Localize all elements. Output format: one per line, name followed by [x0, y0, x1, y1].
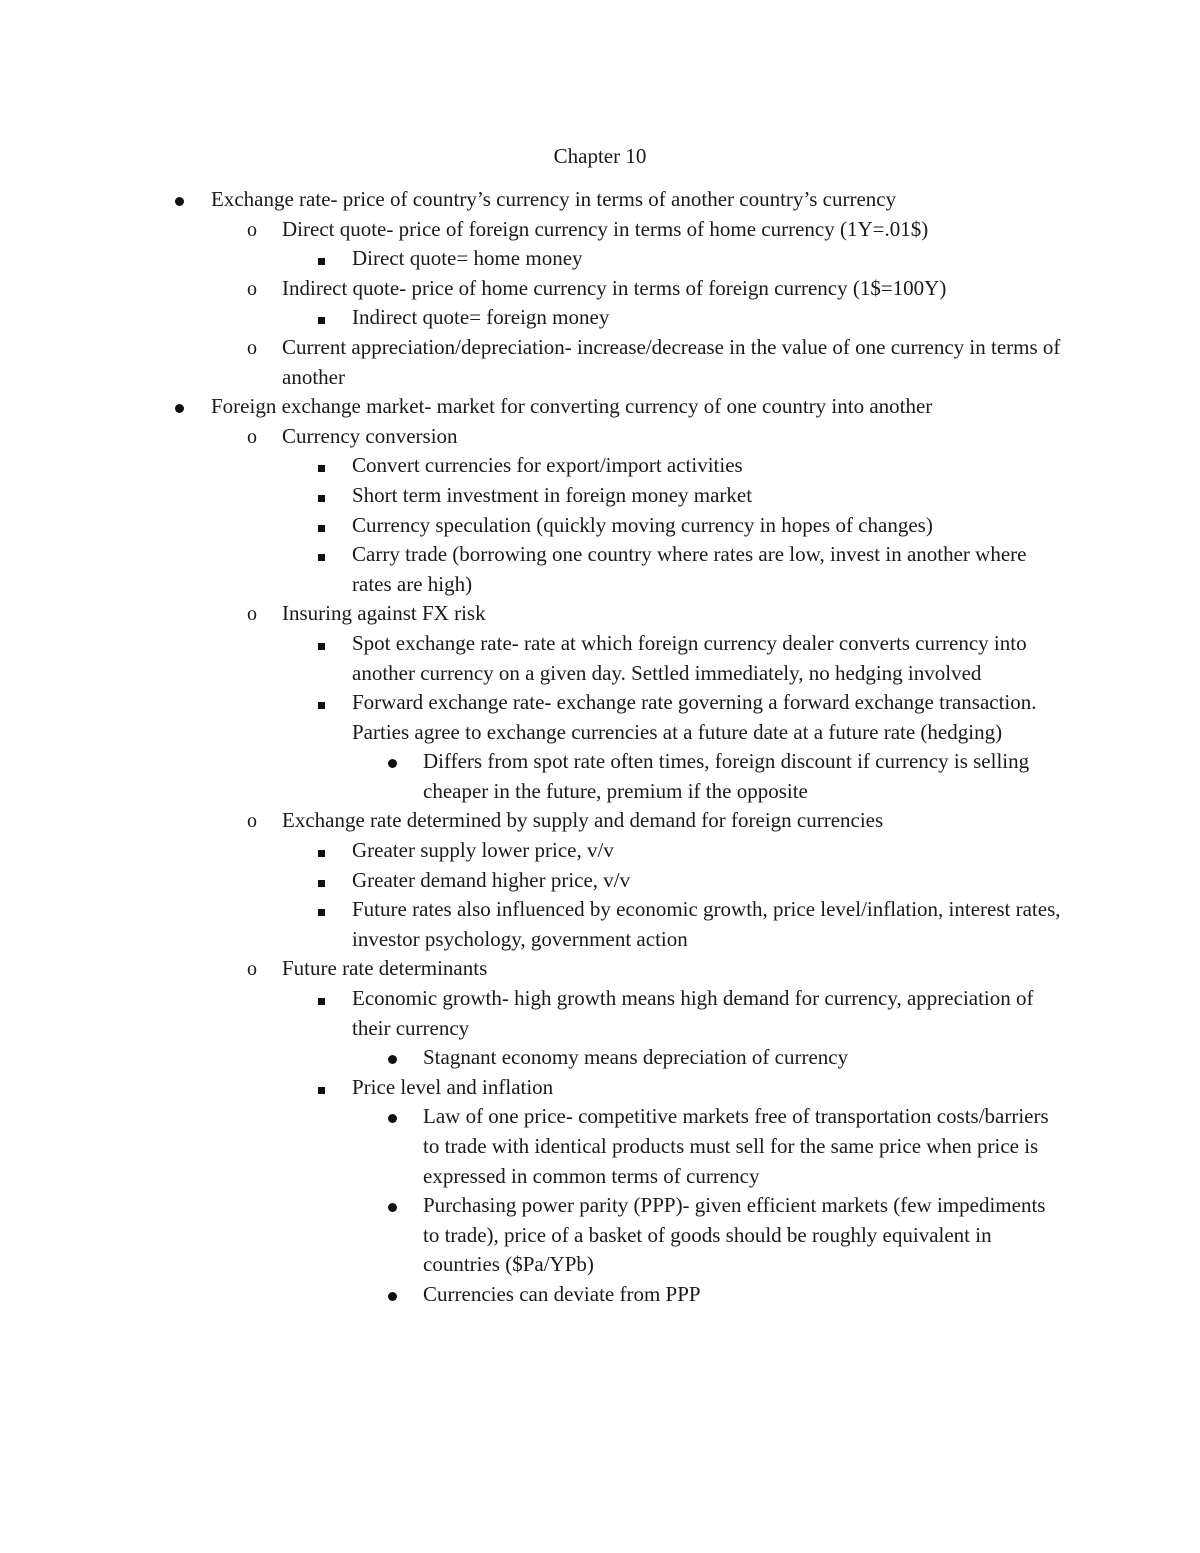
bullet-square-icon: [318, 303, 325, 333]
list-item-text: Forward exchange rate- exchange rate governing a forward exchange transaction. Parties agree to exchange currencies at a future date at a future rate (hedging): [352, 690, 1037, 744]
bullet-dot-icon: [388, 1102, 397, 1132]
list-item: [0, 866, 1200, 896]
list-item: [0, 540, 1200, 599]
list-item-text: Exchange rate determined by supply and demand for foreign currencies: [282, 808, 884, 833]
list-item-text: Indirect quote= foreign money: [352, 305, 610, 330]
bullet-dot-icon: [175, 185, 184, 215]
list-item: [0, 451, 1200, 481]
list-item: [0, 895, 1200, 954]
list-item: [0, 274, 1200, 304]
list-item: [0, 806, 1200, 836]
notes-outline: [0, 185, 1200, 1310]
list-item-text: Greater supply lower price, v/v: [352, 838, 614, 863]
bullet-dot-icon: [388, 1191, 397, 1221]
bullet-dot-icon: [388, 1280, 397, 1310]
list-item-text: Currency conversion: [282, 423, 458, 448]
list-item: [0, 1043, 1200, 1073]
list-item: [0, 688, 1200, 747]
list-item: [0, 511, 1200, 541]
bullet-square-icon: [318, 629, 325, 659]
list-item-text: Convert currencies for export/import activities: [352, 453, 743, 478]
list-item-text: Differs from spot rate often times, foreign discount if currency is selling cheaper in the future, premium if the opposite: [423, 749, 1030, 803]
bullet-square-icon: [318, 1073, 325, 1103]
list-item-text: Short term investment in foreign money market: [352, 482, 753, 507]
list-item: [0, 481, 1200, 511]
list-item: [0, 185, 1200, 215]
list-item-text: Currencies can deviate from PPP: [423, 1281, 701, 1306]
list-item-text: Stagnant economy means depreciation of currency: [423, 1045, 849, 1070]
list-item-text: Spot exchange rate- rate at which foreign currency dealer converts currency into another currency on a given day. Settled immediately, no hedging involved: [352, 630, 1027, 685]
list-item: [0, 1102, 1200, 1191]
bullet-square-icon: [318, 984, 325, 1014]
list-item-text: Purchasing power parity (PPP)- given efficient markets (few impediments to trade), price of a basket of goods should be roughly equivalent in countries ($Pa/YPb): [423, 1193, 1046, 1277]
bullet-square-icon: [318, 866, 325, 896]
list-item: [0, 303, 1200, 333]
list-item: [0, 954, 1200, 984]
bullet-square-icon: [318, 451, 325, 481]
bullet-ring-icon: o: [247, 218, 257, 241]
list-item-text: Economic growth- high growth means high demand for currency, appreciation of their currency: [352, 986, 1034, 1040]
bullet-ring-icon: o: [247, 810, 257, 833]
list-item-text: Price level and inflation: [352, 1074, 554, 1099]
bullet-ring-icon: o: [247, 277, 257, 300]
list-item-text: Exchange rate- price of country’s currency in terms of another country’s currency: [211, 187, 897, 211]
list-item-text: Carry trade (borrowing one country where rates are low, invest in another where rates are high): [352, 542, 1027, 596]
list-item: [0, 747, 1200, 806]
bullet-ring-icon: o: [247, 336, 257, 359]
list-item: [0, 333, 1200, 392]
bullet-ring-icon: o: [247, 603, 257, 626]
list-item-text: Direct quote- price of foreign currency in terms of home currency (1Y=.01$): [282, 216, 929, 241]
bullet-ring-icon: o: [247, 958, 257, 981]
bullet-square-icon: [318, 688, 325, 718]
list-item-text: Future rates also influenced by economic growth, price level/inflation, interest rates, investor psychology, government action: [352, 897, 1061, 951]
bullet-dot-icon: [388, 1043, 397, 1073]
list-item-text: Current appreciation/depreciation- increase/decrease in the value of one currency in terms of another: [282, 334, 1061, 389]
list-item-text: Insuring against FX risk: [282, 601, 486, 626]
list-item: [0, 1280, 1200, 1310]
list-item-text: Law of one price- competitive markets free of transportation costs/barriers to trade with identical products must sell for the same price when price is expressed in common terms of currency: [423, 1104, 1049, 1188]
list-item: [0, 1191, 1200, 1280]
bullet-square-icon: [318, 836, 325, 866]
list-item-text: Direct quote= home money: [352, 246, 583, 271]
list-item: [0, 215, 1200, 245]
list-item: [0, 392, 1200, 422]
list-item: [0, 984, 1200, 1043]
bullet-square-icon: [318, 895, 325, 925]
page-title: Chapter 10: [553, 144, 647, 168]
bullet-ring-icon: o: [247, 425, 257, 448]
list-item: [0, 599, 1200, 629]
bullet-square-icon: [318, 540, 325, 570]
bullet-dot-icon: [175, 392, 184, 422]
list-item-text: Currency speculation (quickly moving currency in hopes of changes): [352, 512, 933, 537]
list-item-text: Future rate determinants: [282, 956, 488, 981]
list-item: [0, 1073, 1200, 1103]
bullet-square-icon: [318, 481, 325, 511]
list-item-text: Indirect quote- price of home currency in terms of foreign currency (1$=100Y): [282, 275, 947, 300]
list-item-text: Foreign exchange market- market for converting currency of one country into another: [211, 394, 933, 419]
bullet-square-icon: [318, 244, 325, 274]
list-item: [0, 244, 1200, 274]
bullet-square-icon: [318, 511, 325, 541]
list-item: [0, 836, 1200, 866]
list-item-text: Greater demand higher price, v/v: [352, 867, 631, 892]
list-item: [0, 629, 1200, 688]
list-item: [0, 422, 1200, 452]
bullet-dot-icon: [388, 747, 397, 777]
